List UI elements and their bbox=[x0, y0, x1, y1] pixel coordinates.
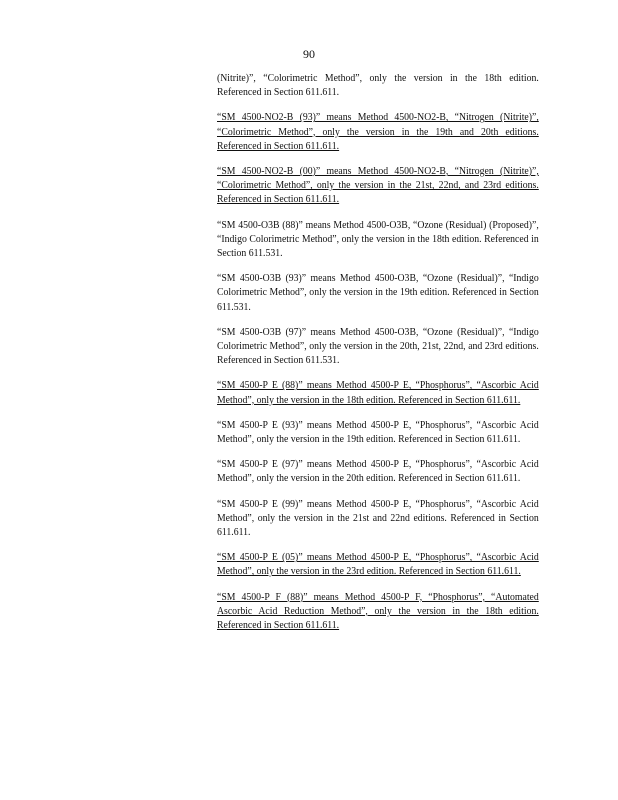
definition-paragraph: (Nitrite)”, “Colorimetric Method”, only the version in the 18th edition. Referenced in Section 611.611. bbox=[217, 73, 539, 99]
definition-paragraph: “SM 4500-P E (05)” means Method 4500-P E, “Phosphorus”, “Ascorbic Acid Method”, only the version in the 23rd edition. Referenced in Section 611.611. bbox=[217, 552, 539, 578]
definition-paragraph: “SM 4500-O3B (93)” means Method 4500-O3B, “Ozone (Residual)”, “Indigo Colorimetric Method”, only the version in the 19th edition. Referenced in Section 611.531. bbox=[217, 273, 539, 313]
definition-paragraph: “SM 4500-P E (88)” means Method 4500-P E, “Phosphorus”, “Ascorbic Acid Method”, only the version in the 18th edition. Referenced in Section 611.611. bbox=[217, 380, 539, 406]
definition-paragraph: “SM 4500-O3B (88)” means Method 4500-O3B, “Ozone (Residual) (Proposed)”, “Indigo Colorimetric Method”, only the version in the 18th edition. Referenced in Section 611.531. bbox=[217, 219, 539, 260]
definition-paragraph: “SM 4500-P F (88)” means Method 4500-P F, “Phosphorus”, “Automated Ascorbic Acid Reduction Method”, only the version in the 18th edition. Referenced in Section 611.611. bbox=[217, 591, 539, 632]
definition-paragraph: “SM 4500-P E (99)” means Method 4500-P E, “Phosphorus”, “Ascorbic Acid Method”, only the version in the 21st and 22nd editions. Referenced in Section 611.611. bbox=[217, 498, 539, 539]
definition-paragraph: “SM 4500-P E (93)” means Method 4500-P E, “Phosphorus”, “Ascorbic Acid Method”, only the version in the 19th edition. Referenced in Section 611.611. bbox=[217, 419, 539, 446]
page-number: 90 bbox=[303, 47, 315, 61]
definition-paragraph: “SM 4500-NO2-B (00)” means Method 4500-NO2-B, “Nitrogen (Nitrite)”, “Colorimetric Method”, only the version in the 21st, 22nd, and 23rd editions. Referenced in Section 611.611. bbox=[217, 166, 539, 206]
definition-paragraph: “SM 4500-NO2-B (93)” means Method 4500-NO2-B, “Nitrogen (Nitrite)”, “Colorimetric Method”, only the version in the 19th and 20th editions. Referenced in Section 611.611. bbox=[217, 112, 539, 152]
document-body bbox=[217, 72, 539, 644]
definition-paragraph: “SM 4500-P E (97)” means Method 4500-P E, “Phosphorus”, “Ascorbic Acid Method”, only the version in the 20th edition. Referenced in Section 611.611. bbox=[217, 459, 539, 485]
definition-paragraph: “SM 4500-O3B (97)” means Method 4500-O3B, “Ozone (Residual)”, “Indigo Colorimetric Method”, only the version in the 20th, 21st, 22nd, and 23rd editions. Referenced in Section 611.531. bbox=[217, 326, 539, 367]
